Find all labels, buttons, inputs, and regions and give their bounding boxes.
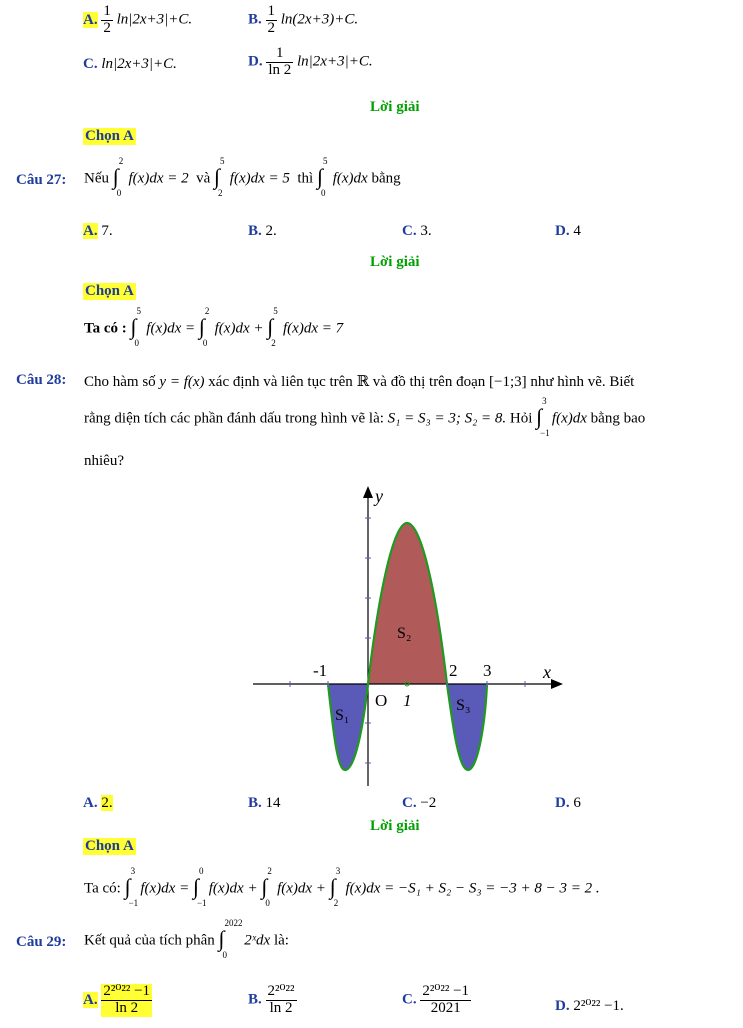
q28-line3: nhiêu?	[84, 453, 124, 469]
origin-label: O	[375, 691, 388, 710]
integral-sign: ∫ 2 0	[112, 156, 124, 198]
chosen-answer: Chọn A	[85, 128, 134, 144]
chosen-answer: Chọn A	[85, 283, 134, 299]
q26-option-a: A. $\frac{1}{2}$ ln|2x+3|+C.	[83, 3, 193, 36]
tick-label-3: 3	[483, 661, 492, 680]
q27-option-c: C. 3.	[402, 223, 432, 239]
area-label-s3: S₃	[456, 697, 471, 714]
tick-label-2: 2	[449, 661, 458, 680]
solution-title: Lời giải	[370, 818, 420, 834]
solution-title: Lời giải	[370, 99, 420, 115]
q28-solution-line: Ta có: ∫ 3 −1 f(x)dx = ∫ 0 −1 f(x)dx + ∫ 2 0 f(x)dx + ∫ 3 2 f(x)dx = −S₁ + S₂ − S₃ = −3 + 8 − 3 = 2 .	[84, 866, 600, 908]
x-axis-label: x	[543, 662, 551, 682]
integral-sign: ∫ 3 −1	[124, 866, 139, 908]
area-label-s2: S₂	[397, 625, 412, 642]
q28-option-b: B. 14	[248, 795, 281, 811]
integral-sign: ∫ 2 0	[261, 866, 272, 908]
fraction: $\frac{1}{\ln 2}$	[268, 45, 292, 78]
q27-statement: Nếu ∫ 2 0 f(x)dx = 2 và ∫ 5 2 f(x)dx = 5 thì ∫ 5 0 f(x)dx bằng	[84, 156, 401, 198]
y-axis-label: y	[375, 486, 383, 506]
area-label-s1: S₁	[335, 707, 350, 724]
q29-option-b: B. $\frac{\text{2²⁰²²}}{\ln 2}$	[248, 983, 295, 1016]
integral-sign: ∫ 5 2	[267, 306, 278, 348]
integral-sign: ∫ 5 2	[214, 156, 225, 198]
integral-sign: ∫ 2 0	[198, 306, 210, 348]
q26-option-c: C. ln|2x+3|+C.	[83, 56, 177, 72]
fraction: $\frac{\text{2²⁰²² −1}}{2021}$	[422, 983, 470, 1016]
tick-label-1: 1	[403, 691, 412, 710]
q27-option-d: D. 4	[555, 223, 581, 239]
q29-statement: Kết quả của tích phân ∫ 2022 0 2ˣdx là:	[84, 918, 289, 960]
question-label: Câu 29:	[16, 934, 67, 950]
q28-option-a: A. 2.	[83, 795, 113, 811]
integral-sign: ∫ 5 0	[316, 156, 328, 198]
q27-solution-line: Ta có : ∫ 5 0 f(x)dx = ∫ 2 0 f(x)dx + ∫ 5 2 f(x)dx = 7	[84, 306, 344, 348]
x-axis-arrow	[551, 679, 563, 689]
chosen-answer: Chọn A	[85, 838, 134, 854]
q28-option-c: C. −2	[402, 795, 437, 811]
tick-label-minus1: -1	[313, 661, 328, 680]
integral-sign: ∫ 3 −1	[536, 396, 550, 438]
q29-option-c: C. $\frac{\text{2²⁰²² −1}}{2021}$	[402, 983, 470, 1016]
q29-option-d: D. 2²⁰²² −1.	[555, 998, 624, 1014]
fraction: $\frac{\text{2²⁰²²}}{\ln 2}$	[267, 983, 295, 1016]
q28-option-d: D. 6	[555, 795, 581, 811]
q27-option-a: A. 7.	[83, 223, 113, 239]
fraction: $\frac{1}{2}$	[103, 3, 111, 36]
y-axis-arrow	[363, 486, 373, 498]
integral-sign: ∫ 3 2	[329, 866, 341, 908]
integral-sign: ∫ 2022 0	[218, 918, 243, 960]
q29-option-a: A. $\frac{\text{2²⁰²² −1}}{\ln 2}$	[83, 983, 151, 1016]
q26-option-b: B. $\frac{1}{2}$ ln(2x+3)+C.	[248, 3, 359, 36]
question-label: Câu 28:	[16, 372, 67, 388]
integral-sign: ∫ 5 0	[130, 306, 142, 348]
function-graph	[245, 478, 575, 798]
q28-line1: Cho hàm số y = f(x) xác định và liên tục trên ℝ và đồ thị trên đoạn [−1;3] như hình vẽ. Biết	[84, 374, 635, 390]
fraction: $\frac{\text{2²⁰²² −1}}{\ln 2}$	[103, 983, 151, 1016]
integral-sign: ∫ 0 −1	[192, 866, 207, 908]
q27-option-b: B. 2.	[248, 223, 277, 239]
solution-title: Lời giải	[370, 254, 420, 270]
fraction: $\frac{1}{2}$	[267, 3, 276, 36]
option-label: A.	[83, 11, 98, 28]
q28-line2: rằng diện tích các phần đánh dấu trong hình vẽ là: S₁ = S₃ = 3; S₂ = 8. Hỏi ∫ 3 −1 f(x)dx bằng bao	[84, 396, 646, 438]
q26-option-d: D. $\frac{1}{\ln 2}$ ln|2x+3|+C.	[248, 45, 373, 78]
question-label: Câu 27:	[16, 172, 67, 188]
